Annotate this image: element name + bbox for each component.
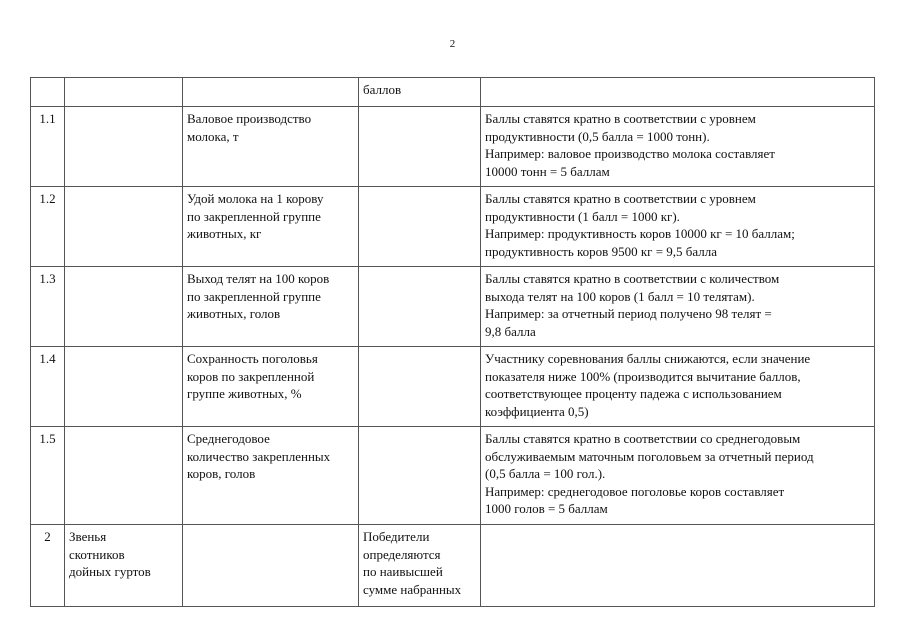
indicator-cell: Валовое производство молока, т <box>183 107 359 187</box>
calculation-cell <box>481 525 875 607</box>
participant-cell: Звенья скотников дойных гуртов <box>65 525 183 607</box>
participant-cell <box>65 267 183 347</box>
criterion-cell <box>359 107 481 187</box>
calculation-cell: Участнику соревнования баллы снижаются, если значение показателя ниже 100% (производится вычитание баллов, соответствующее проценту падежа с использованием коэффициента 0,5) <box>481 347 875 427</box>
calculation-cell <box>481 78 875 107</box>
criterion-cell: Победители определяются по наивысшей сумме набранных <box>359 525 481 607</box>
row-number-cell: 1.1 <box>31 107 65 187</box>
calculation-cell: Баллы ставятся кратно в соответствии с количеством выхода телят на 100 коров (1 балл = 10 телятам). Например: за отчетный период получено 98 телят = 9,8 балла <box>481 267 875 347</box>
table-row <box>31 347 875 427</box>
row-number-cell: 1.3 <box>31 267 65 347</box>
indicator-cell <box>183 525 359 607</box>
indicator-cell: Среднегодовое количество закрепленных коров, голов <box>183 427 359 525</box>
criterion-cell <box>359 427 481 525</box>
calculation-cell: Баллы ставятся кратно в соответствии с уровнем продуктивности (0,5 балла = 1000 тонн). Например: валовое производство молока составляет 10000 тонн = 5 баллам <box>481 107 875 187</box>
calculation-cell: Баллы ставятся кратно в соответствии с уровнем продуктивности (1 балл = 1000 кг). Например: продуктивность коров 10000 кг = 10 баллам; продуктивность коров 9500 кг = 9,5 балла <box>481 187 875 267</box>
calculation-cell: Баллы ставятся кратно в соответствии со среднегодовым обслуживаемым маточным поголовьем за отчетный период (0,5 балла = 100 гол.). Например: среднегодовое поголовье коров составляет 1000 голов = 5 баллам <box>481 427 875 525</box>
table-row <box>31 107 875 187</box>
table-row <box>31 427 875 525</box>
indicator-cell: Выход телят на 100 коров по закрепленной группе животных, голов <box>183 267 359 347</box>
row-number-cell: 1.2 <box>31 187 65 267</box>
row-number-cell: 2 <box>31 525 65 607</box>
criterion-cell <box>359 347 481 427</box>
participant-cell <box>65 347 183 427</box>
participant-cell <box>65 107 183 187</box>
criterion-cell <box>359 267 481 347</box>
participant-cell <box>65 187 183 267</box>
indicator-cell: Сохранность поголовья коров по закрепленной группе животных, % <box>183 347 359 427</box>
participant-cell <box>65 78 183 107</box>
participant-cell <box>65 427 183 525</box>
indicator-cell: Удой молока на 1 корову по закрепленной группе животных, кг <box>183 187 359 267</box>
table-row <box>31 78 875 107</box>
criteria-table <box>30 77 875 607</box>
table-row <box>31 187 875 267</box>
page-number: 2 <box>449 38 456 50</box>
row-number-cell <box>31 78 65 107</box>
table-row <box>31 267 875 347</box>
indicator-cell <box>183 78 359 107</box>
criterion-cell <box>359 187 481 267</box>
row-number-cell: 1.4 <box>31 347 65 427</box>
table-row <box>31 525 875 607</box>
row-number-cell: 1.5 <box>31 427 65 525</box>
criterion-cell: баллов <box>359 78 481 107</box>
